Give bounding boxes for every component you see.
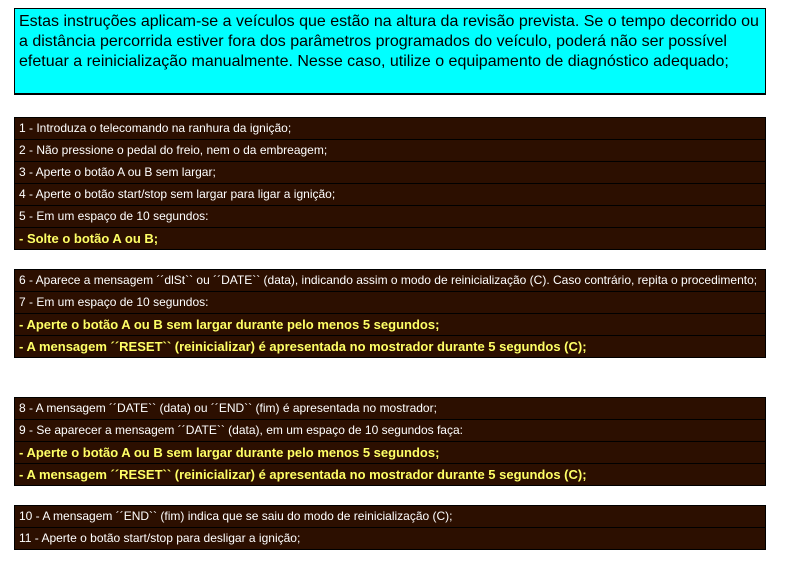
steps-group-1 xyxy=(14,117,766,250)
step-row: 9 - Se aparecer a mensagem ´´DATE`` (data), em um espaço de 10 segundos faça: xyxy=(15,420,765,442)
steps-group-4 xyxy=(14,505,766,550)
step-row: 1 - Introduza o telecomando na ranhura da ignição; xyxy=(15,118,765,140)
step-row: 11 - Aperte o botão start/stop para desligar a ignição; xyxy=(19,531,301,545)
step-row-highlight: - Aperte o botão A ou B sem largar durante pelo menos 5 segundos; xyxy=(15,442,765,464)
steps-group-2 xyxy=(14,269,766,358)
step-row-highlight: - Aperte o botão A ou B sem largar durante pelo menos 5 segundos; xyxy=(15,314,765,336)
step-row: 2 - Não pressione o pedal do freio, nem o da embreagem; xyxy=(15,140,765,162)
steps-group-3 xyxy=(14,397,766,486)
step-row: 4 - Aperte o botão start/stop sem largar para ligar a ignição; xyxy=(15,184,765,206)
step-row-highlight: - A mensagem ´´RESET`` (reinicializar) é apresentada no mostrador durante 5 segundos (C); xyxy=(19,467,587,482)
step-row: 3 - Aperte o botão A ou B sem largar; xyxy=(15,162,765,184)
step-row-highlight: - Solte o botão A ou B; xyxy=(19,231,159,246)
step-row: 8 - A mensagem ´´DATE`` (data) ou ´´END`` (fim) é apresentada no mostrador; xyxy=(15,398,765,420)
step-row: 5 - Em um espaço de 10 segundos: xyxy=(15,206,765,228)
step-row: 10 - A mensagem ´´END`` (fim) indica que se saiu do modo de reinicialização (C); xyxy=(15,506,765,528)
notice-box: Estas instruções aplicam-se a veículos que estão na altura da revisão prevista. Se o tempo decorrido ou a distância percorrida estiver fora dos parâmetros programados do veículo, poderá não ser possível efetuar a reinicialização manualmente. Nesse caso, utilize o equipamento de diagnóstico adequado; xyxy=(14,8,766,95)
step-row: 6 - Aparece a mensagem ´´dlSt`` ou ´´DATE`` (data), indicando assim o modo de reinicialização (C). Caso contrário, repita o procedimento; xyxy=(15,270,765,292)
step-row: 7 - Em um espaço de 10 segundos: xyxy=(15,292,765,314)
step-row-highlight: - A mensagem ´´RESET`` (reinicializar) é apresentada no mostrador durante 5 segundos (C); xyxy=(19,339,587,354)
